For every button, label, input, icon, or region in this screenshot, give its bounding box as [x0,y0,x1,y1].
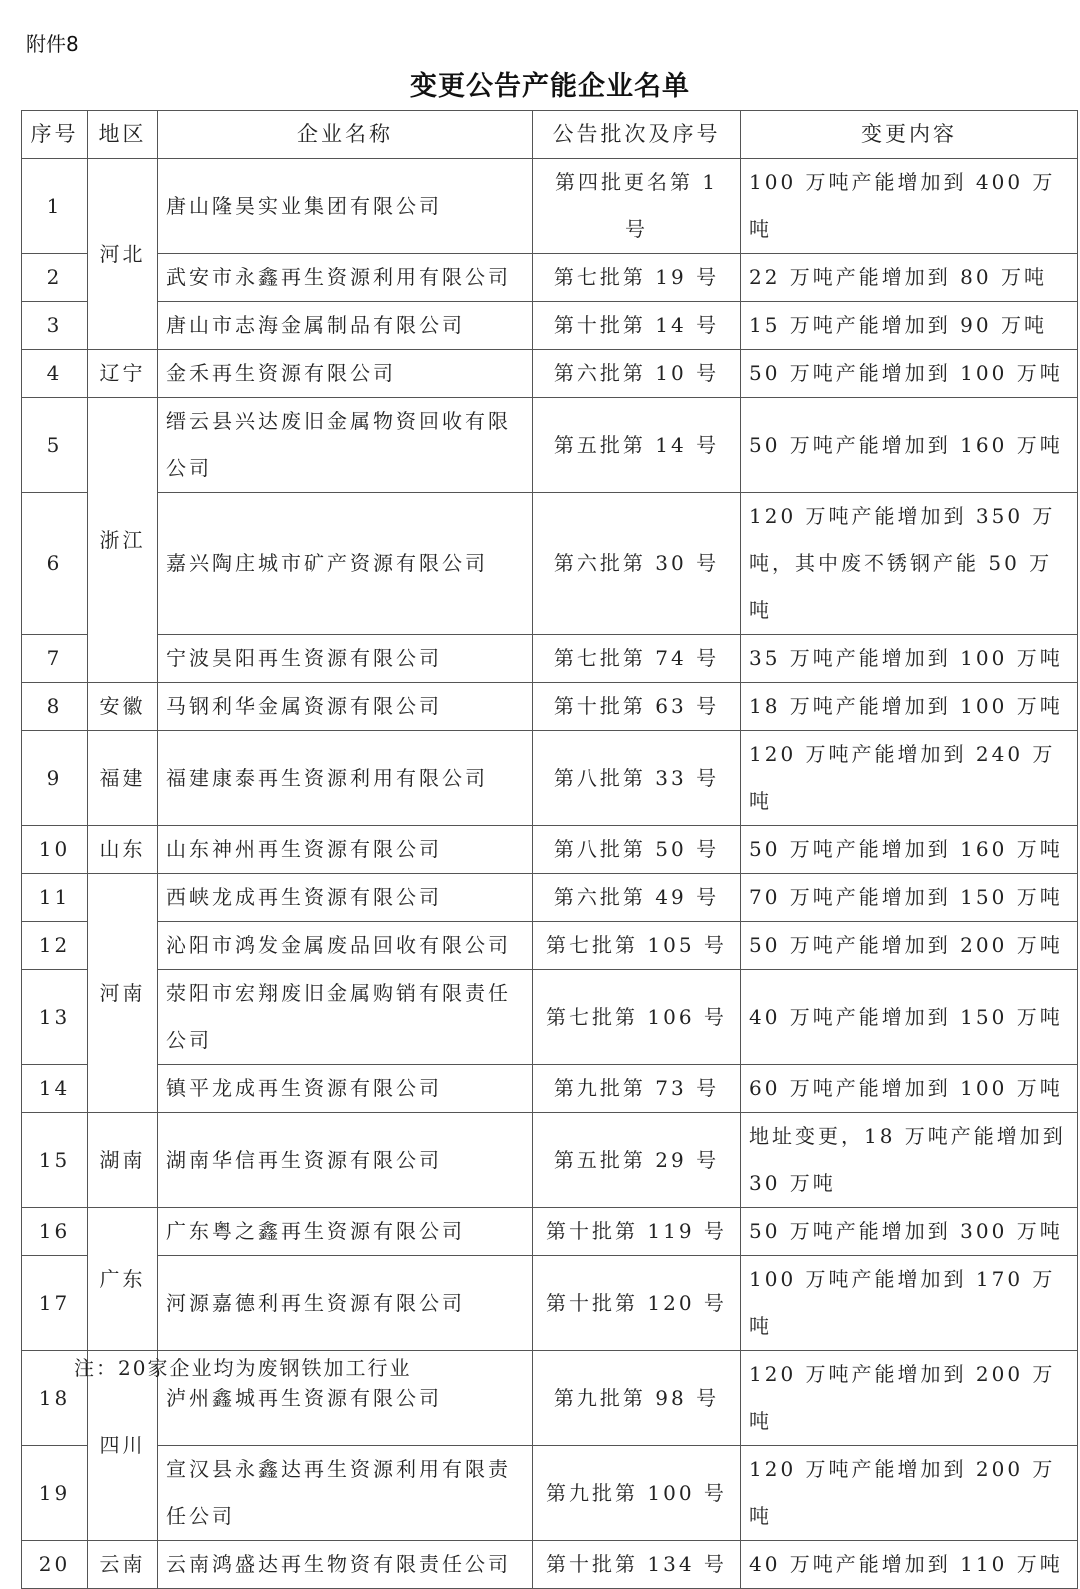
cell-change: 70 万吨产能增加到 150 万吨 [741,874,1078,922]
cell-region: 河北 [88,159,158,350]
cell-change: 120 万吨产能增加到 200 万吨 [741,1351,1078,1446]
cell-change: 50 万吨产能增加到 100 万吨 [741,350,1078,398]
cell-region: 广东 [88,1208,158,1351]
cell-region: 安徽 [88,683,158,731]
cell-company-name: 宣汉县永鑫达再生资源利用有限责任公司 [158,1446,533,1541]
table-row [22,1113,1078,1208]
table-row [22,922,1078,970]
cell-serial: 19 [22,1446,88,1541]
footnote: 注：20家企业均为废钢铁加工行业 [74,1356,412,1380]
cell-serial: 15 [22,1113,88,1208]
cell-change: 100 万吨产能增加到 170 万吨 [741,1256,1078,1351]
cell-serial: 5 [22,398,88,493]
cell-change: 18 万吨产能增加到 100 万吨 [741,683,1078,731]
cell-company-name: 福建康泰再生资源利用有限公司 [158,731,533,826]
table-row [22,874,1078,922]
cell-company-name: 山东神州再生资源有限公司 [158,826,533,874]
cell-company-name: 嘉兴陶庄城市矿产资源有限公司 [158,493,533,635]
cell-region: 河南 [88,874,158,1113]
cell-batch: 第十批第 119 号 [533,1208,741,1256]
header-company-name: 企业名称 [158,111,533,159]
cell-change: 50 万吨产能增加到 200 万吨 [741,922,1078,970]
cell-batch: 第六批第 49 号 [533,874,741,922]
table-row [22,635,1078,683]
cell-serial: 13 [22,970,88,1065]
cell-batch: 第六批第 10 号 [533,350,741,398]
cell-company-name: 河源嘉德利再生资源有限公司 [158,1256,533,1351]
cell-region: 湖南 [88,1113,158,1208]
table-row [22,1446,1078,1541]
page-title: 变更公告产能企业名单 [410,71,690,102]
cell-company-name: 唐山隆昊实业集团有限公司 [158,159,533,254]
cell-company-name: 湖南华信再生资源有限公司 [158,1113,533,1208]
table-row [22,970,1078,1065]
cell-company-name: 马钢利华金属资源有限公司 [158,683,533,731]
cell-batch: 第十批第 14 号 [533,302,741,350]
cell-batch: 第八批第 50 号 [533,826,741,874]
cell-change: 50 万吨产能增加到 160 万吨 [741,398,1078,493]
cell-serial: 17 [22,1256,88,1351]
cell-region: 福建 [88,731,158,826]
cell-batch: 第九批第 98 号 [533,1351,741,1446]
cell-batch: 第四批更名第 1 号 [533,159,741,254]
table-row [22,1256,1078,1351]
cell-batch: 第九批第 100 号 [533,1446,741,1541]
table-header-row [22,111,1078,159]
cell-change: 35 万吨产能增加到 100 万吨 [741,635,1078,683]
cell-company-name: 云南鸿盛达再生物资有限责任公司 [158,1541,533,1589]
cell-company-name: 缙云县兴达废旧金属物资回收有限公司 [158,398,533,493]
cell-change: 22 万吨产能增加到 80 万吨 [741,254,1078,302]
cell-change: 120 万吨产能增加到 240 万吨 [741,731,1078,826]
cell-company-name: 宁波昊阳再生资源有限公司 [158,635,533,683]
cell-batch: 第十批第 120 号 [533,1256,741,1351]
cell-region: 山东 [88,826,158,874]
cell-change: 40 万吨产能增加到 150 万吨 [741,970,1078,1065]
cell-change: 60 万吨产能增加到 100 万吨 [741,1065,1078,1113]
cell-company-name: 荥阳市宏翔废旧金属购销有限责任公司 [158,970,533,1065]
cell-batch: 第五批第 14 号 [533,398,741,493]
cell-company-name: 镇平龙成再生资源有限公司 [158,1065,533,1113]
cell-serial: 18 [22,1351,88,1446]
cell-serial: 16 [22,1208,88,1256]
table-row [22,159,1078,254]
table-row [22,1541,1078,1589]
cell-change: 50 万吨产能增加到 160 万吨 [741,826,1078,874]
cell-serial: 6 [22,493,88,635]
cell-company-name: 广东粤之鑫再生资源有限公司 [158,1208,533,1256]
cell-serial: 7 [22,635,88,683]
cell-change: 50 万吨产能增加到 300 万吨 [741,1208,1078,1256]
cell-batch: 第六批第 30 号 [533,493,741,635]
cell-change: 120 万吨产能增加到 350 万吨，其中废不锈钢产能 50 万吨 [741,493,1078,635]
table-row [22,302,1078,350]
cell-serial: 9 [22,731,88,826]
cell-region: 四川 [88,1351,158,1541]
cell-company-name: 武安市永鑫再生资源利用有限公司 [158,254,533,302]
cell-serial: 4 [22,350,88,398]
cell-change: 40 万吨产能增加到 110 万吨 [741,1541,1078,1589]
cell-company-name: 唐山市志海金属制品有限公司 [158,302,533,350]
cell-region: 辽宁 [88,350,158,398]
cell-batch: 第十批第 134 号 [533,1541,741,1589]
cell-serial: 8 [22,683,88,731]
header-change: 变更内容 [741,111,1078,159]
table-row [22,731,1078,826]
cell-serial: 10 [22,826,88,874]
cell-serial: 20 [22,1541,88,1589]
cell-batch: 第七批第 106 号 [533,970,741,1065]
cell-serial: 12 [22,922,88,970]
cell-company-name: 泸州鑫城再生资源有限公司 [158,1351,533,1446]
cell-company-name: 金禾再生资源有限公司 [158,350,533,398]
cell-change: 15 万吨产能增加到 90 万吨 [741,302,1078,350]
table-row [22,254,1078,302]
cell-batch: 第七批第 19 号 [533,254,741,302]
table-row [22,350,1078,398]
table-row [22,826,1078,874]
cell-batch: 第八批第 33 号 [533,731,741,826]
table-row [22,398,1078,493]
cell-region: 云南 [88,1541,158,1589]
table-row [22,1208,1078,1256]
cell-change: 120 万吨产能增加到 200 万吨 [741,1446,1078,1541]
cell-batch: 第十批第 63 号 [533,683,741,731]
header-serial: 序号 [22,111,88,159]
cell-serial: 3 [22,302,88,350]
cell-serial: 2 [22,254,88,302]
table-row [22,493,1078,635]
cell-batch: 第九批第 73 号 [533,1065,741,1113]
header-region: 地区 [88,111,158,159]
cell-batch: 第五批第 29 号 [533,1113,741,1208]
cell-batch: 第七批第 74 号 [533,635,741,683]
cell-serial: 1 [22,159,88,254]
cell-change: 地址变更，18 万吨产能增加到 30 万吨 [741,1113,1078,1208]
attachment-label: 附件8 [26,32,79,56]
table-row [22,683,1078,731]
cell-batch: 第七批第 105 号 [533,922,741,970]
cell-company-name: 沁阳市鸿发金属废品回收有限公司 [158,922,533,970]
cell-serial: 14 [22,1065,88,1113]
cell-region: 浙江 [88,398,158,683]
cell-change: 100 万吨产能增加到 400 万吨 [741,159,1078,254]
header-batch: 公告批次及序号 [533,111,741,159]
cell-company-name: 西峡龙成再生资源有限公司 [158,874,533,922]
table-row [22,1065,1078,1113]
cell-serial: 11 [22,874,88,922]
